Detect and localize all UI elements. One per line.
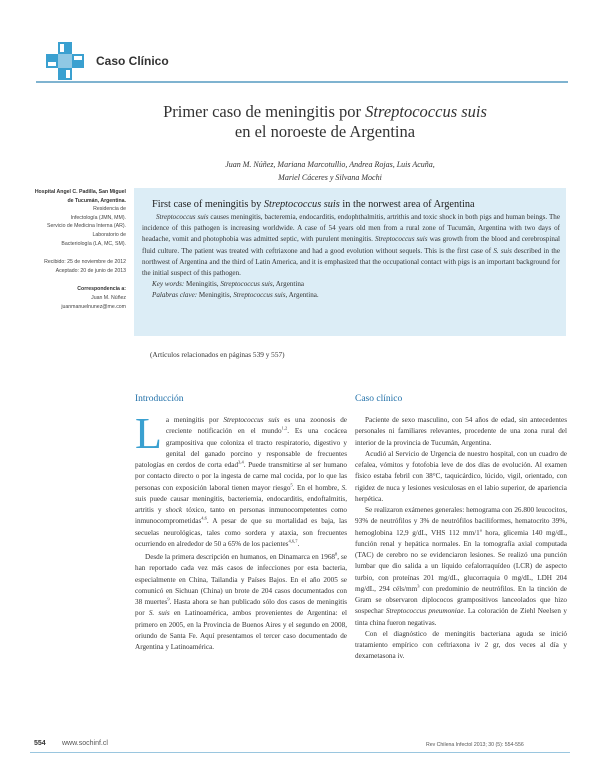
abstract-body [142, 212, 560, 302]
clave-text: , Argentina. [285, 291, 319, 300]
affiliation-line: Laboratorio de [92, 231, 126, 238]
correspondence-email[interactable]: juanmanuelnunez@me.com [61, 303, 126, 310]
case-text: Se realizaron exámenes generales: hemograma con 26.800 leucocitos, 93% de neutrófilos y 3% de neutrófilos baciliformes, hematocrito 39%, hemoglobina 12,9 g/dL, VHS 112 mm/1 [355, 506, 567, 537]
accepted-date: Aceptado: 20 de junio de 2013 [55, 267, 126, 274]
case-text: hora, glicemia 140 mg/dL, función renal y hepática normales. En la tomografía axial computada (TAC) de cerebro no se evidenciaron lesiones. Se realizó una punción lumbar que dio salida a un líquido cefalorraquídeo (LCR) de aspecto turbio, con proteínas 201 mg/dL, glucorraquia 0 mg/dL, LDH 204 mg/dL, 294 céls/mm [355, 528, 567, 593]
case-p1: Paciente de sexo masculino, con 54 años de edad, sin antecedentes personales ni familiares relevantes, procedente de una zona rural del interior de la provincia de Tucumán, Argentina. [355, 416, 567, 447]
abstract-title-italic: Streptococcus suis [263, 199, 340, 210]
keywords-text: Meningitis, [184, 280, 221, 289]
intro-text: . En el hombre, [292, 483, 342, 492]
citation-sup: 4,6 [201, 515, 207, 521]
citation-sup: 4,6,7 [288, 538, 298, 544]
affiliation-bold: Hospital Angel C. Padilla, San Miguel de Tucumán, Argentina. [34, 189, 126, 204]
abstract-italic: Streptococcus suis [156, 213, 209, 221]
case-column [355, 415, 567, 663]
article-title [150, 102, 500, 142]
sidebar-notes [34, 188, 126, 311]
keywords-text: , Argentina [272, 280, 305, 289]
intro-heading: Introducción [135, 394, 184, 404]
abstract-title-prefix: First case of meningitis by [152, 199, 264, 210]
intro-text: . Es una cocácea grampositiva que coloniza el tracto respiratorio, digestivo y genital del ganado porcino y responsable de frecuentes patologías en cerdos de corta edad [135, 427, 347, 469]
footer-rule [30, 752, 570, 753]
keywords-label: Key words: [152, 280, 185, 289]
abstract-text: described in the northwest of Argentina and the third of Latin America, and it is emphasized that the occupational contact with pigs is an important background for the initial suspect of this pathogen. [142, 246, 561, 278]
title-line1-italic: Streptococcus suis [365, 102, 487, 121]
intro-text: tóxico, tanto en personas inmunocompetentes como inmunocomprometidas [135, 506, 348, 526]
abstract-title [152, 199, 557, 210]
footer-url[interactable]: www.sochinf.cl [62, 740, 108, 747]
intro-text: en Latinoamérica, ambos provenientes de Argentina: el primero en 2005, en la Provincia de Buenos Aires y el segundo en 2008, oriundo de Santa Fe. Aquí presentamos el tercer caso documentado de Argentina y Latinoamérica. [135, 609, 347, 651]
intro-text: Desde la primera descripción en humanos, en Dinamarca en 1968 [145, 553, 336, 561]
related-articles: (Artículos relacionados en páginas 539 y 557) [150, 350, 285, 359]
intro-text: . Puede transmitirse al ser humano por contacto directo o por la ingesta de carne mal cocida, por lo que las personas con exposición laboral tienen mayor riesgo [135, 461, 347, 492]
abstract-text: was growth from the blood and cerebrospinal fluid culture. The patient was treated with ceftriaxone and had a good evolution without sequels. This is the first case of [142, 235, 560, 255]
intro-italic: shock [165, 506, 183, 514]
title-line2: en el noroeste de Argentina [234, 122, 416, 141]
cross-blocks-logo-icon [44, 40, 86, 82]
intro-text: . A pesar de que su mortalidad es baja, las secuelas neurológicas, tales como sordera y ataxia, son frecuentes ocurriendo en alrededor de 50 a 65% de los pacientes [135, 517, 347, 548]
intro-italic: S. suis [148, 609, 170, 618]
intro-italic: Streptococcus suis [223, 416, 280, 424]
intro-text: es una zoonosis de creciente notificación en el mundo [165, 416, 347, 436]
authors-line1: Juan M. Núñez, Mariana Marcotullio, Andrea Rojas, Luis Acuña, [225, 160, 435, 169]
citation-sup: 3,4 [238, 459, 244, 465]
keywords-italic: Streptococcus suis [220, 280, 273, 289]
correspondence-label: Correspondencia a: [77, 286, 126, 293]
clave-italic: Streptococcus suis [233, 291, 286, 300]
authors [200, 158, 460, 184]
affiliation-line: Infectología (JMN, MM). [70, 214, 126, 221]
intro-text: a meningitis por [165, 416, 224, 424]
case-heading: Caso clínico [355, 394, 403, 404]
citation-sup: 5 [290, 482, 293, 488]
sup: 3 [417, 583, 420, 589]
clave-text: Meningitis, [197, 291, 234, 300]
dropcap: L [135, 409, 162, 458]
abstract-text: causes meningitis, bacteremia, endocarditis, endophthalmitis, artrithis and toxic shock in both pigs and human beings. The incidence of this pathogen is increasing worldwide. A case of 54 years old men from a rural zone of Tucumán, Argentina with two days of headache, vomit and photophobia was admitted septic, with purulent meningitis. [142, 213, 561, 244]
section-label: Caso Clínico [96, 54, 169, 68]
case-text: con predominio de neutrófilos. En la tinción de Gram se observaron diplococos grampositivos lanceolados que hizo sospechar [355, 584, 567, 616]
intro-text: . [297, 539, 300, 548]
abstract-title-suffix: in the norwest area of Argentina [339, 199, 475, 210]
footer-citation: Rev Chilena Infectol 2013; 30 (5): 554-556 [426, 742, 524, 748]
intro-text: puede causar meningitis, bacteriemia, endocarditis, endoftalmitis, artritis y [135, 494, 347, 514]
citation-sup: 8 [335, 551, 338, 557]
case-text: . La coloración de Ziehl Neelsen y tinta china fueron negativas. [355, 607, 568, 627]
clave-label: Palabras clave: [152, 291, 198, 300]
correspondence-name: Juan M. Núñez [91, 294, 126, 301]
case-p2: Acudió al Servicio de Urgencia de nuestro hospital, con un cuadro de cefalea, vómitos y fotofobia leve de dos días de evolución. Al examen físico estaba febril con 38°C, taquicárdico, lúcido, vigil, orientado, con rigidez de nuca y lesiones vesiculosas en el labio superior, de apariencia herpética. [355, 449, 567, 503]
abstract-italic: Streptococcus suis [374, 235, 428, 244]
received-date: Recibido: 25 de noviembre de 2012 [44, 259, 126, 266]
case-p4: Con el diagnóstico de meningitis bacteriana aguda se inició tratamiento empírico con ceftriaxona iv 2 gr, dos veces al día y dexametasona iv. [355, 629, 567, 661]
sup: a [479, 527, 482, 533]
case-italic: Streptococcus pneumoniae [385, 607, 464, 616]
title-line1-prefix: Primer caso de meningitis por [163, 102, 366, 121]
intro-italic: S. suis [135, 483, 347, 503]
authors-line2: Mariel Cáceres y Silvana Mochi [278, 173, 382, 182]
intro-text: . Hasta ahora se han publicado sólo dos casos de meningitis por [135, 598, 347, 618]
citation-sup: 1,2 [281, 425, 288, 431]
affiliation-line: Servicio de Medicina Interna (AR). [47, 223, 126, 230]
citation-sup: 9 [167, 596, 170, 602]
header-rule [36, 81, 568, 83]
intro-text: , se han reportado cada vez más casos de infecciones por esta bacteria, especialmente en China, Tailandia y Países Bajos. En el año 2005 se comunicó en Sichuan (China) un brote de 204 casos documentados con 38 muertes [135, 553, 347, 606]
affiliation-line: Residencia de [93, 206, 126, 213]
affiliation-line: Bacteriología (LA, MC, SM). [61, 240, 126, 247]
abstract-italic: S. suis [493, 246, 512, 255]
page-number: 554 [34, 740, 46, 747]
intro-column [135, 409, 348, 653]
